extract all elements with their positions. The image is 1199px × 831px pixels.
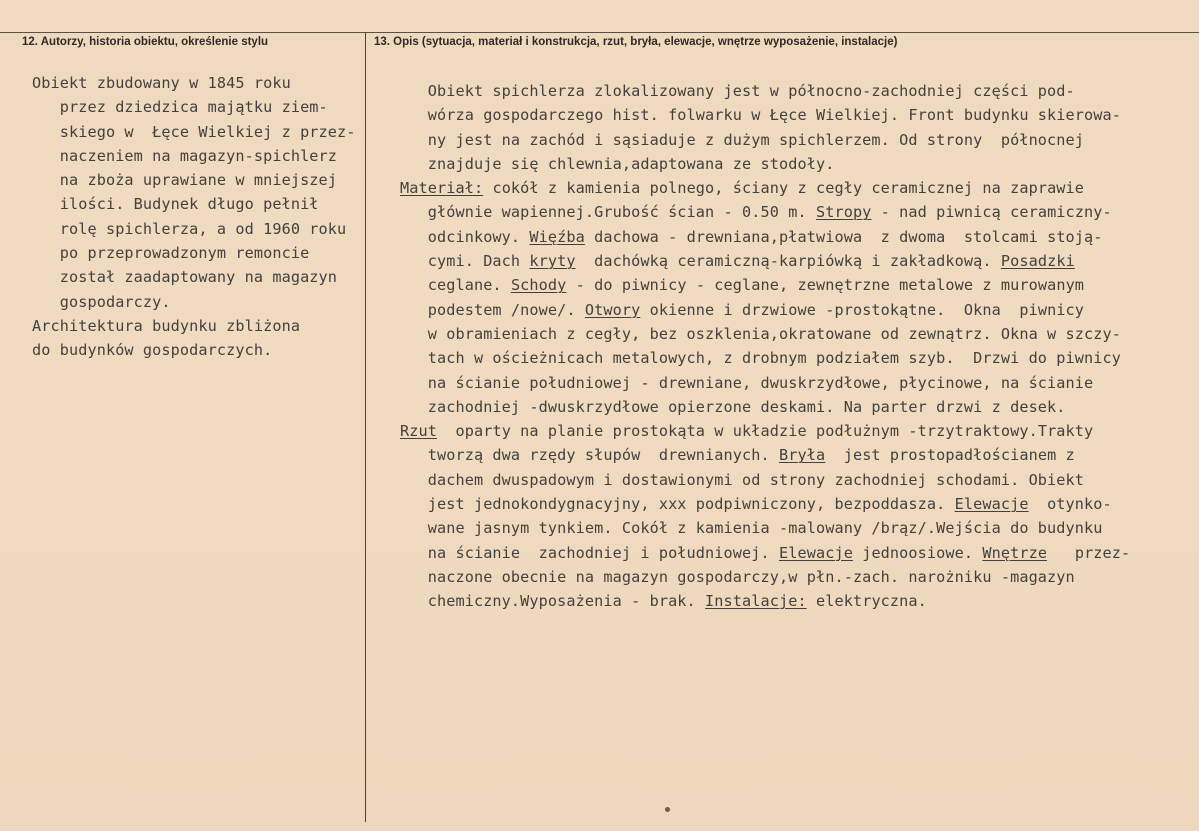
text-line: przez dziedzica majątku ziem-	[32, 98, 328, 117]
section-12-heading: 12. Autorzy, historia obiektu, określenie stylu	[22, 36, 269, 48]
text-line: po przeprowadzonym remoncie	[32, 244, 310, 263]
text-line: gospodarczy.	[32, 292, 171, 311]
text-line: chemiczny.Wyposażenia - brak. Instalacje: elektryczna.	[400, 592, 927, 611]
history-text-block	[32, 71, 356, 363]
text-line: dachem dwuspadowym i dostawionymi od strony zachodniej schodami. Obiekt	[400, 470, 1085, 489]
text-line: głównie wapiennej.Grubość ścian - 0.50 m. Stropy - nad piwnicą ceramiczny-	[400, 203, 1112, 222]
text-line: ilości. Budynek długo pełnił	[32, 195, 319, 214]
text-line: wane jasnym tynkiem. Cokół z kamienia -malowany /brąz/.Wejścia do budynku	[400, 519, 1103, 538]
text-line: cymi. Dach kryty dachówką ceramiczną-karpiówką i zakładkową. Posadzki	[400, 252, 1075, 271]
description-text-block	[400, 79, 1130, 614]
text-line: został zaadaptowany na magazyn	[32, 268, 338, 287]
text-line: znajduje się chlewnia,adaptowana ze stodoły.	[400, 154, 835, 173]
text-line: na zboża uprawiane w mniejszej	[32, 171, 338, 190]
text-line: ceglane. Schody - do piwnicy - ceglane, zewnętrzne metalowe z murowanym	[400, 276, 1085, 295]
text-line: tworzą dwa rzędy słupów drewnianych. Bryła jest prostopadłościanem z	[400, 446, 1075, 465]
text-line: do budynków gospodarczych.	[32, 341, 273, 360]
text-line: na ścianie zachodniej i południowej. Elewacje jednoosiowe. Wnętrze przez-	[400, 543, 1131, 562]
text-line: jest jednokondygnacyjny, xxx podpiwniczony, bezpoddasza. Elewacje otynko-	[400, 495, 1112, 514]
punch-mark	[665, 807, 670, 812]
header-rule	[0, 32, 1199, 33]
text-line: odcinkowy. Więźba dachowa - drewniana,płatwiowa z dwoma stolcami stoją-	[400, 227, 1103, 246]
text-line: ny jest na zachód i sąsiaduje z dużym spichlerzem. Od strony północnej	[400, 130, 1085, 149]
text-line: skiego w Łęce Wielkiej z przez-	[32, 122, 356, 141]
section-13-heading: 13. Opis (sytuacja, materiał i konstrukcja, rzut, bryła, elewacje, wnętrze wyposażenie, instalacje)	[374, 36, 898, 48]
text-line: naczone obecnie na magazyn gospodarczy,w płn.-zach. narożniku -magazyn	[400, 567, 1075, 586]
text-line: naczeniem na magazyn-spichlerz	[32, 146, 338, 165]
text-line: tach w ościeżnicach metalowych, z drobnym podziałem szyb. Drzwi do piwnicy	[400, 349, 1122, 368]
text-line: Rzut oparty na planie prostokąta w układzie podłużnym -trzytraktowy.Trakty	[400, 422, 1094, 441]
text-line: na ścianie południowej - drewniane, dwuskrzydłowe, płycinowe, na ścianie	[400, 373, 1094, 392]
text-line: Architektura budynku zbliżona	[32, 316, 301, 335]
text-line: podestem /nowe/. Otwory okienne i drzwiowe -prostokątne. Okna piwnicy	[400, 300, 1085, 319]
text-line: Obiekt zbudowany w 1845 roku	[32, 74, 291, 92]
column-divider	[365, 32, 366, 822]
text-line: w obramieniach z cegły, bez oszklenia,okratowane od zewnątrz. Okna w szczy-	[400, 324, 1122, 343]
text-line: Obiekt spichlerza zlokalizowany jest w północno-zachodniej części pod-	[400, 82, 1075, 100]
text-line: rolę spichlerza, a od 1960 roku	[32, 219, 347, 238]
text-line: wórza gospodarczego hist. folwarku w Łęce Wielkiej. Front budynku skierowa-	[400, 106, 1122, 125]
text-line: Materiał: cokół z kamienia polnego, ściany z cegły ceramicznej na zaprawie	[400, 179, 1085, 198]
text-line: zachodniej -dwuskrzydłowe opierzone deskami. Na parter drzwi z desek.	[400, 397, 1066, 416]
